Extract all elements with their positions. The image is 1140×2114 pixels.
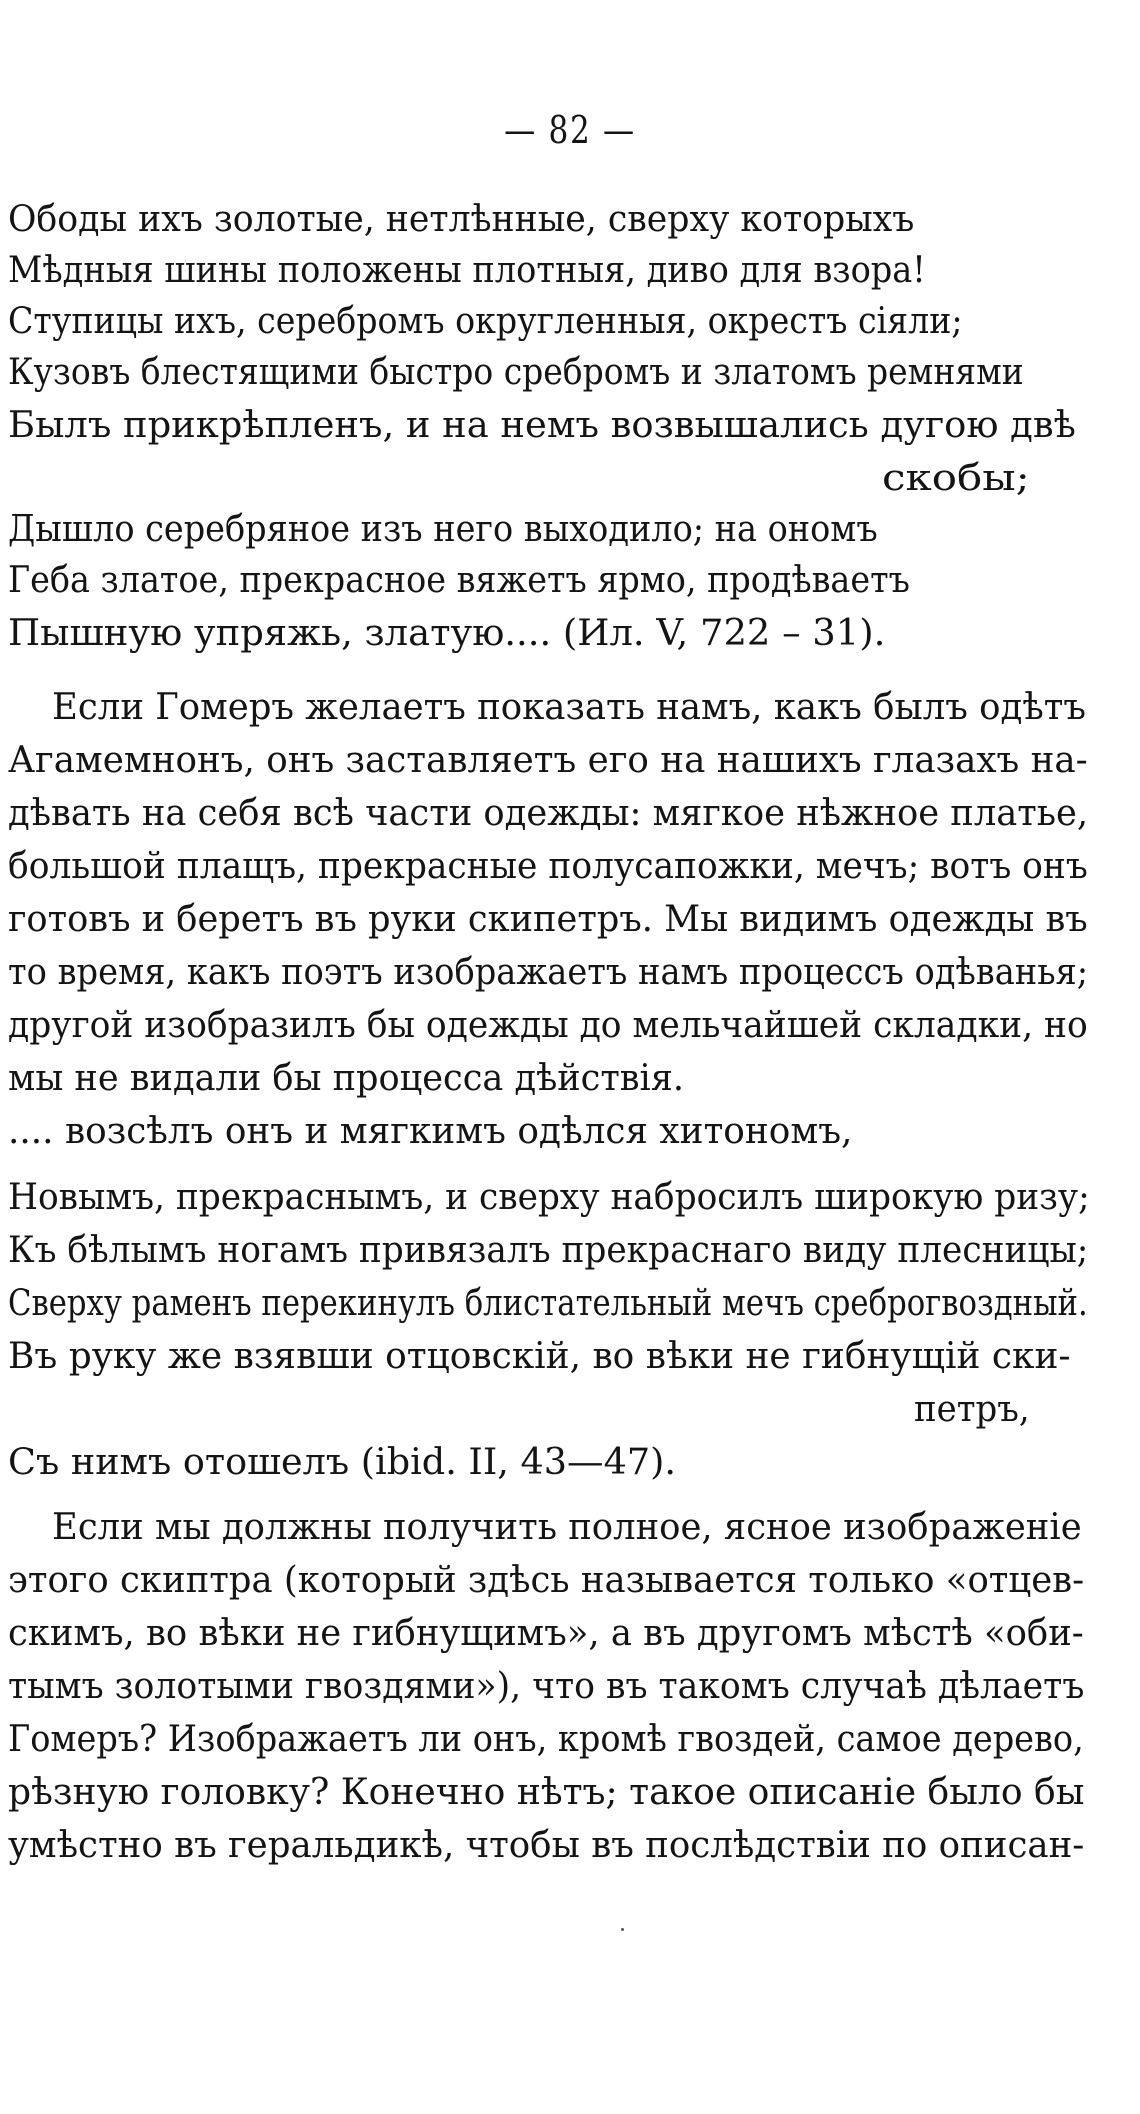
- verse1-line-8: Геба златое, прекрасное вяжетъ ярмо, продѣваетъ: [8, 560, 910, 601]
- para1-line-5: готовъ и беретъ въ руки скипетръ. Мы видимъ одежды въ: [8, 899, 1088, 940]
- verse2-line-7: Съ нимъ отошелъ (ibid. II, 43—47).: [8, 1442, 676, 1483]
- speck-mark: [621, 1928, 624, 1931]
- verse2-line-5: Въ руку же взявши отцовскій, во вѣки не гибнущій ски-: [8, 1336, 1071, 1377]
- verse1-line-1: Ободы ихъ золотые, нетлѣнные, сверху которыхъ: [8, 199, 915, 240]
- para1-line-6: то время, какъ поэтъ изображаетъ намъ процессъ одѣванья;: [8, 952, 1089, 993]
- para1-line-7: другой изобразилъ бы одежды до мельчайшей складки, но: [8, 1005, 1088, 1046]
- para1-line-4: большой плащъ, прекрасные полусапожки, мечъ; вотъ онъ: [8, 846, 1088, 887]
- para2-line-1: Если мы должны получить полное, ясное изображеніе: [52, 1507, 1082, 1548]
- verse1-line-6: скобы;: [882, 458, 1030, 499]
- para2-line-2: этого скиптра (который здѣсь называется только «отцев-: [8, 1560, 1085, 1601]
- page-number: — 82 —: [504, 108, 636, 152]
- verse1-line-3: Ступицы ихъ, серебромъ округленныя, окрестъ сіяли;: [8, 301, 963, 342]
- para2-line-7: умѣстно въ геральдикѣ, чтобы въ послѣдствіи по описан-: [8, 1825, 1085, 1866]
- verse1-line-7: Дышло серебряное изъ него выходило; на ономъ: [8, 509, 878, 550]
- verse1-line-5: Былъ прикрѣпленъ, и на немъ возвышались дугою двѣ: [8, 405, 1076, 446]
- para1-line-8: мы не видали бы процесса дѣйствія.: [8, 1058, 685, 1099]
- verse2-line-1: .... возсѣлъ онъ и мягкимъ одѣлся хитономъ,: [8, 1111, 853, 1152]
- verse2-line-3: Къ бѣлымъ ногамъ привязалъ прекраснаго виду плесницы;: [8, 1230, 1089, 1271]
- para2-line-6: рѣзную головку? Конечно нѣтъ; такое описаніе было бы: [8, 1772, 1085, 1813]
- verse1-line-9: Пышную упряжь, златую.... (Ил. V, 722 – 31).: [8, 613, 886, 654]
- verse2-line-4: Сверху раменъ перекинулъ блистательный мечъ среброгвоздный.: [8, 1283, 1088, 1324]
- para2-line-3: скимъ, во вѣки не гибнущимъ», а въ другомъ мѣстѣ «оби-: [8, 1613, 1084, 1654]
- para1-line-3: дѣвать на себя всѣ части одежды: мягкое нѣжное платье,: [8, 793, 1089, 834]
- para1-line-1: Если Гомеръ желаетъ показать намъ, какъ былъ одѣтъ: [52, 687, 1086, 728]
- verse1-line-4: Кузовъ блестящими быстро сребромъ и златомъ ремнями: [8, 352, 1024, 393]
- para2-line-5: Гомеръ? Изображаетъ ли онъ, кромѣ гвоздей, самое дерево,: [8, 1719, 1084, 1760]
- verse1-line-2: Мѣдныя шины положены плотныя, диво для взора!: [8, 250, 926, 291]
- para2-line-4: тымъ золотыми гвоздями»), что въ такомъ случаѣ дѣлаетъ: [8, 1666, 1085, 1707]
- verse2-line-6: петръ,: [914, 1389, 1030, 1430]
- verse2-line-2: Новымъ, прекраснымъ, и сверху набросилъ широкую ризу;: [8, 1177, 1090, 1218]
- para1-line-2: Агамемнонъ, онъ заставляетъ его на нашихъ глазахъ на-: [8, 740, 1088, 781]
